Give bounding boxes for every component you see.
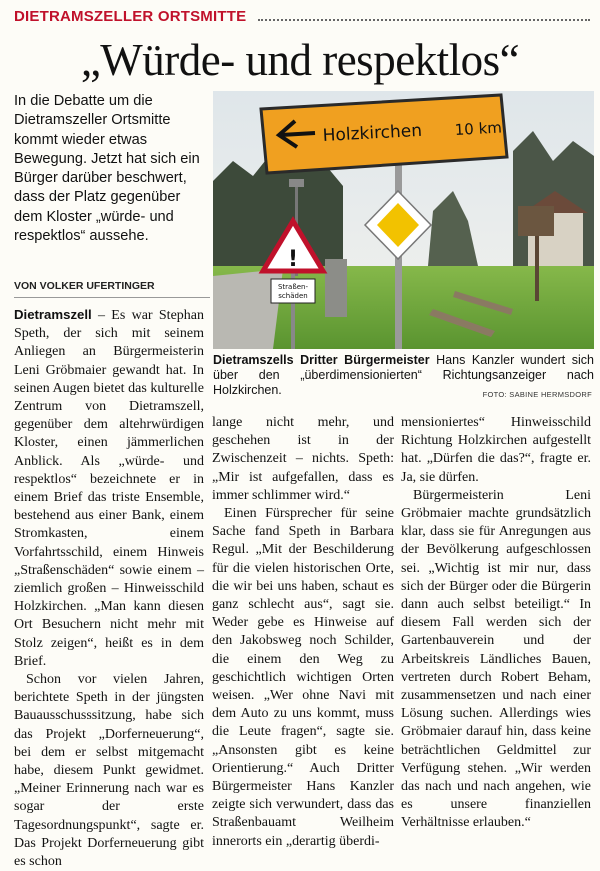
article-column-2 <box>212 414 394 851</box>
paragraph-1-text: – Es war Stephan Speth, der sich mit seinem Anliegen an Bürgermeisterin Leni Gröbmaier gewandt hat. In seinen Augen bietet das kulturelle Zentrum von Dietramszell, gegenüber dem altehrwürdigen Kloster, einen jämmerlichen Anblick. Als „würde- und respektlos“ bezeichnete er in einem Brief das triste Ensemble, bestehend aus einer Bank, einem Stromkasten, einem Vorfahrtsschild, einem Hinweis „Straßenschäden“ sowie einem – ziemlich großen – Hinweisschild Holzkirchen. „Man kann diesen Ort Besuchern nicht mehr mit Stolz zeigen“, heißt es in dem Brief. <box>14 308 204 669</box>
sign-direction-text: Holzkirchen <box>322 120 423 146</box>
plate-line-2: schäden <box>278 292 308 300</box>
paragraph-2: Schon vor vielen Jahren, berichtete Speth in der jüngsten Bauausschusssitzung, habe sich das Projekt „Dorferneuerung“, bei dem er selbst mitgemacht habe, diesem Punkt gewidmet. „Meiner Erinnerung nach war es sogar der erste Tagesordnungspunkt“, sagte er. Das Projekt Dorferneuerung gibt es schon <box>14 672 204 870</box>
photo-credit: FOTO: SABINE HERMSDORF <box>482 390 592 399</box>
article-headline: „Würde- und respektlos“ <box>80 35 520 85</box>
dateline: Dietramszell <box>14 307 92 322</box>
paragraph-4: Einen Fürsprecher für seine Sache fand Speth in Barbara Regul. „Mit der Beschilderung für die vielen historischen Orte, die wir bei uns haben, schaut es ganz schlecht aus“, sagt sie. Weder gebe es Hinweise auf den Jakobsweg noch Schilder, die einem den Weg zu geschichtlich wichtigen Orten weisen. „Wer ohne Navi mit dem Auto zu uns kommt, muss die Leute fragen“, sagte sie. „Ansonsten gibt es keine Orientierung.“ Auch Dritter Bürgermeister Hans Kanzler zeigte sich verwundert, dass das Straßenbauamt Weilheim innerorts ein „derartig überdi- <box>212 506 394 849</box>
byline: VON VOLKER UFERTINGER <box>14 280 155 292</box>
kicker-dotted-rule <box>258 19 590 21</box>
section-kicker: DIETRAMSZELLER ORTSMITTE <box>14 8 247 25</box>
exclamation-icon: ! <box>287 247 299 272</box>
caption-lead: Dietramszells Dritter Bürgermeister <box>213 353 430 367</box>
article-column-1 <box>14 306 204 871</box>
paragraph-3: lange nicht mehr, und geschehen ist in der Zwischenzeit – nichts. Speth: „Mir ist aufgefallen, dass es immer schlimmer wird.“ <box>212 415 394 503</box>
plate-line-1: Straßen- <box>277 283 309 291</box>
paragraph-6: Bürgermeisterin Leni Gröbmaier machte grundsätzlich klar, dass sie für Anregungen aus der Bevölkerung aufgeschlossen sei. „Wichtig ist mir nur, dass sich der Bürger oder die Bürgerin dann auch selbst beteiligt.“ In diesem Fall werden sich der Gartenbauverein und der Arbeitskreis Ländliches Bauen, vertreten durch Robert Beham, zusammensetzen und nach einer Lösung suchen. Allerdings wies Gröbmaier darauf hin, dass keine beträchtlichen Geldmittel zur Verfügung stehen. „Wir werden das nach und nach angehen, wie es unsere finanziellen Verhältnisse erlauben.“ <box>401 487 591 831</box>
photo-lamp-head <box>289 179 304 187</box>
photo-notice-board <box>518 206 554 236</box>
paragraph-1 <box>14 306 204 671</box>
photo-power-box <box>325 259 347 317</box>
byline-rule <box>14 297 210 298</box>
photo-illustration <box>213 91 594 349</box>
paragraph-5: mensioniertes“ Hinweisschild Richtung Holzkirchen aufgestellt hat. „Dürfen die das?“, fragte er. Ja, sie dürfen. <box>401 415 591 485</box>
sign-distance-text: 10 km <box>454 118 503 139</box>
caption-text: Hans Kanzler wundert sich über den „überdimensionierten“ Richtungsanzeiger nach Holzkirchen. <box>213 353 595 397</box>
article-photo <box>213 91 594 349</box>
article-column-3 <box>401 414 591 833</box>
article-intro: In die Debatte um die Dietramszeller Ortsmitte kommt wieder etwas Bewegung. Jetzt hat sich ein Bürger darüber beschwert, dass der Platz gegenüber dem Kloster „würde- und respektlos“ aussehe. <box>14 93 200 245</box>
